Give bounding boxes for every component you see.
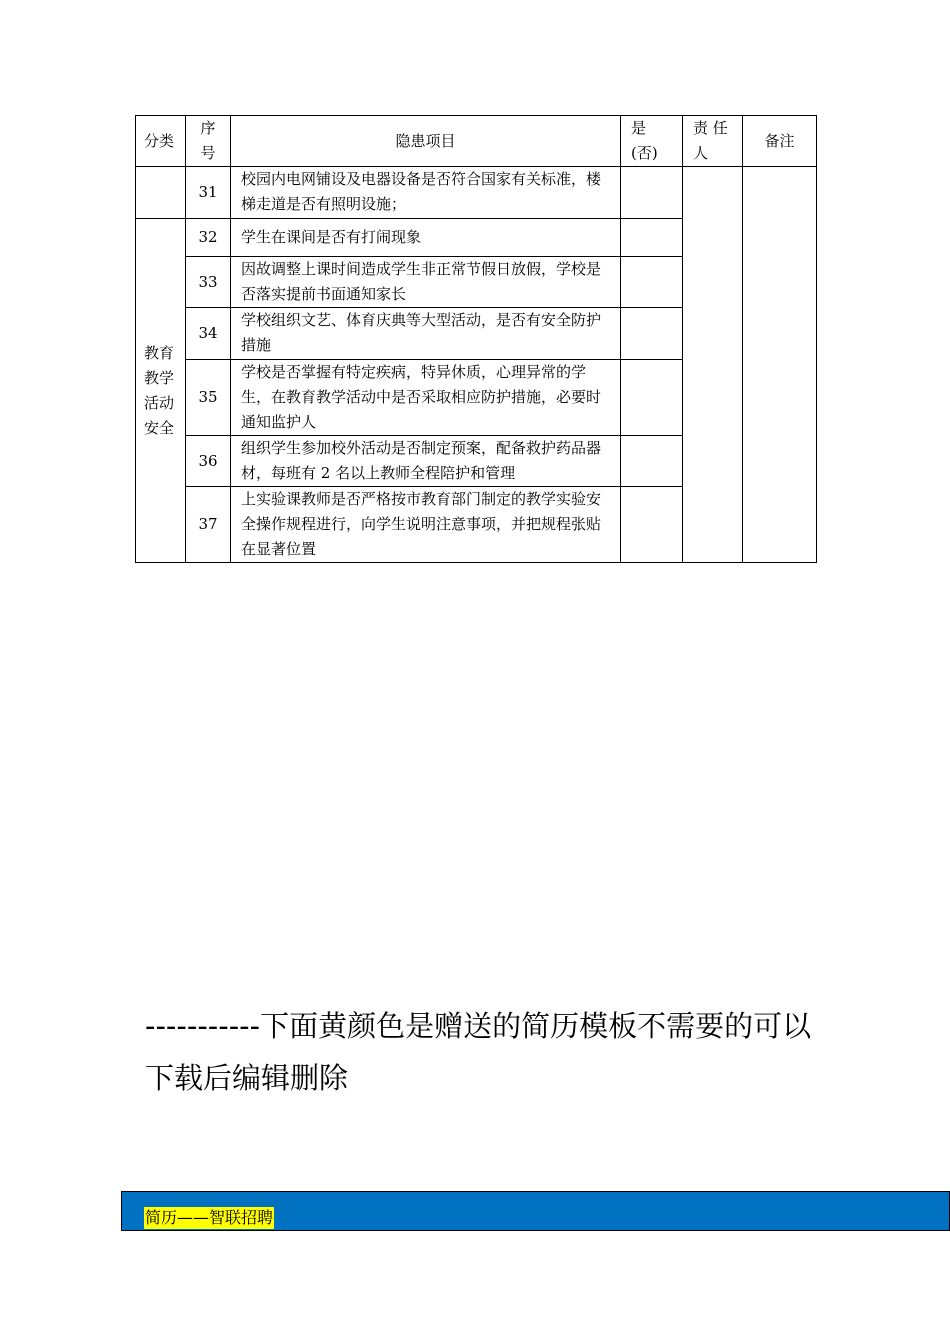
yes-no-cell	[621, 308, 683, 360]
row-number: 34	[186, 308, 231, 360]
yes-no-cell	[621, 487, 683, 563]
header-remark: 备注	[743, 116, 817, 167]
header-number	[186, 116, 231, 167]
resume-header-bar	[121, 1191, 950, 1231]
row-text: 因故调整上课时间造成学生非正常节假日放假，学校是否落实提前书面通知家长	[231, 257, 621, 308]
row-number: 31	[186, 167, 231, 219]
category-cell	[136, 219, 186, 563]
row-number: 32	[186, 219, 231, 257]
yes-no-cell	[621, 219, 683, 257]
remark-cell	[743, 167, 817, 563]
resume-title: 简历——智联招聘	[145, 1208, 274, 1227]
table-row	[136, 167, 817, 219]
row-text: 上实验课教师是否严格按市教育部门制定的教学实验安全操作规程进行，向学生说明注意事项，并把规程张贴在显著位置	[231, 487, 621, 563]
header-responsible-text: 责 任人	[693, 119, 728, 162]
row-number: 37	[186, 487, 231, 563]
category-cell-empty	[136, 167, 186, 219]
row-number: 36	[186, 436, 231, 487]
row-text: 学生在课间是否有打闹现象	[231, 219, 621, 257]
yes-no-cell	[621, 360, 683, 436]
row-text: 校园内电网铺设及电器设备是否符合国家有关标准，楼梯走道是否有照明设施；	[231, 167, 621, 219]
yes-no-cell	[621, 436, 683, 487]
yes-no-cell	[621, 257, 683, 308]
template-note: -----------下面黄颜色是赠送的简历模板不需要的可以下载后编辑删除	[145, 1009, 812, 1095]
row-text: 学校是否掌握有特定疾病，特异休质，心理异常的学生，在教育教学活动中是否采取相应防护措施，必要时通知监护人	[231, 360, 621, 436]
header-item: 隐患项目	[231, 116, 621, 167]
header-number-text: 序号	[200, 119, 216, 162]
row-text: 组织学生参加校外活动是否制定预案，配备救护药品器材，每班有 2 名以上教师全程陪护和管理	[231, 436, 621, 487]
header-category: 分类	[136, 116, 186, 167]
yes-no-cell	[621, 167, 683, 219]
category-text: 教育教学活动安全	[144, 343, 175, 437]
responsible-cell	[683, 167, 743, 563]
row-number: 35	[186, 360, 231, 436]
hazard-checklist-table	[135, 115, 817, 563]
header-yes-no-text: 是(否)	[631, 119, 658, 162]
header-responsible	[683, 116, 743, 167]
row-text: 学校组织文艺、体育庆典等大型活动，是否有安全防护措施	[231, 308, 621, 360]
header-row	[136, 116, 817, 167]
header-yes-no	[621, 116, 683, 167]
row-number: 33	[186, 257, 231, 308]
